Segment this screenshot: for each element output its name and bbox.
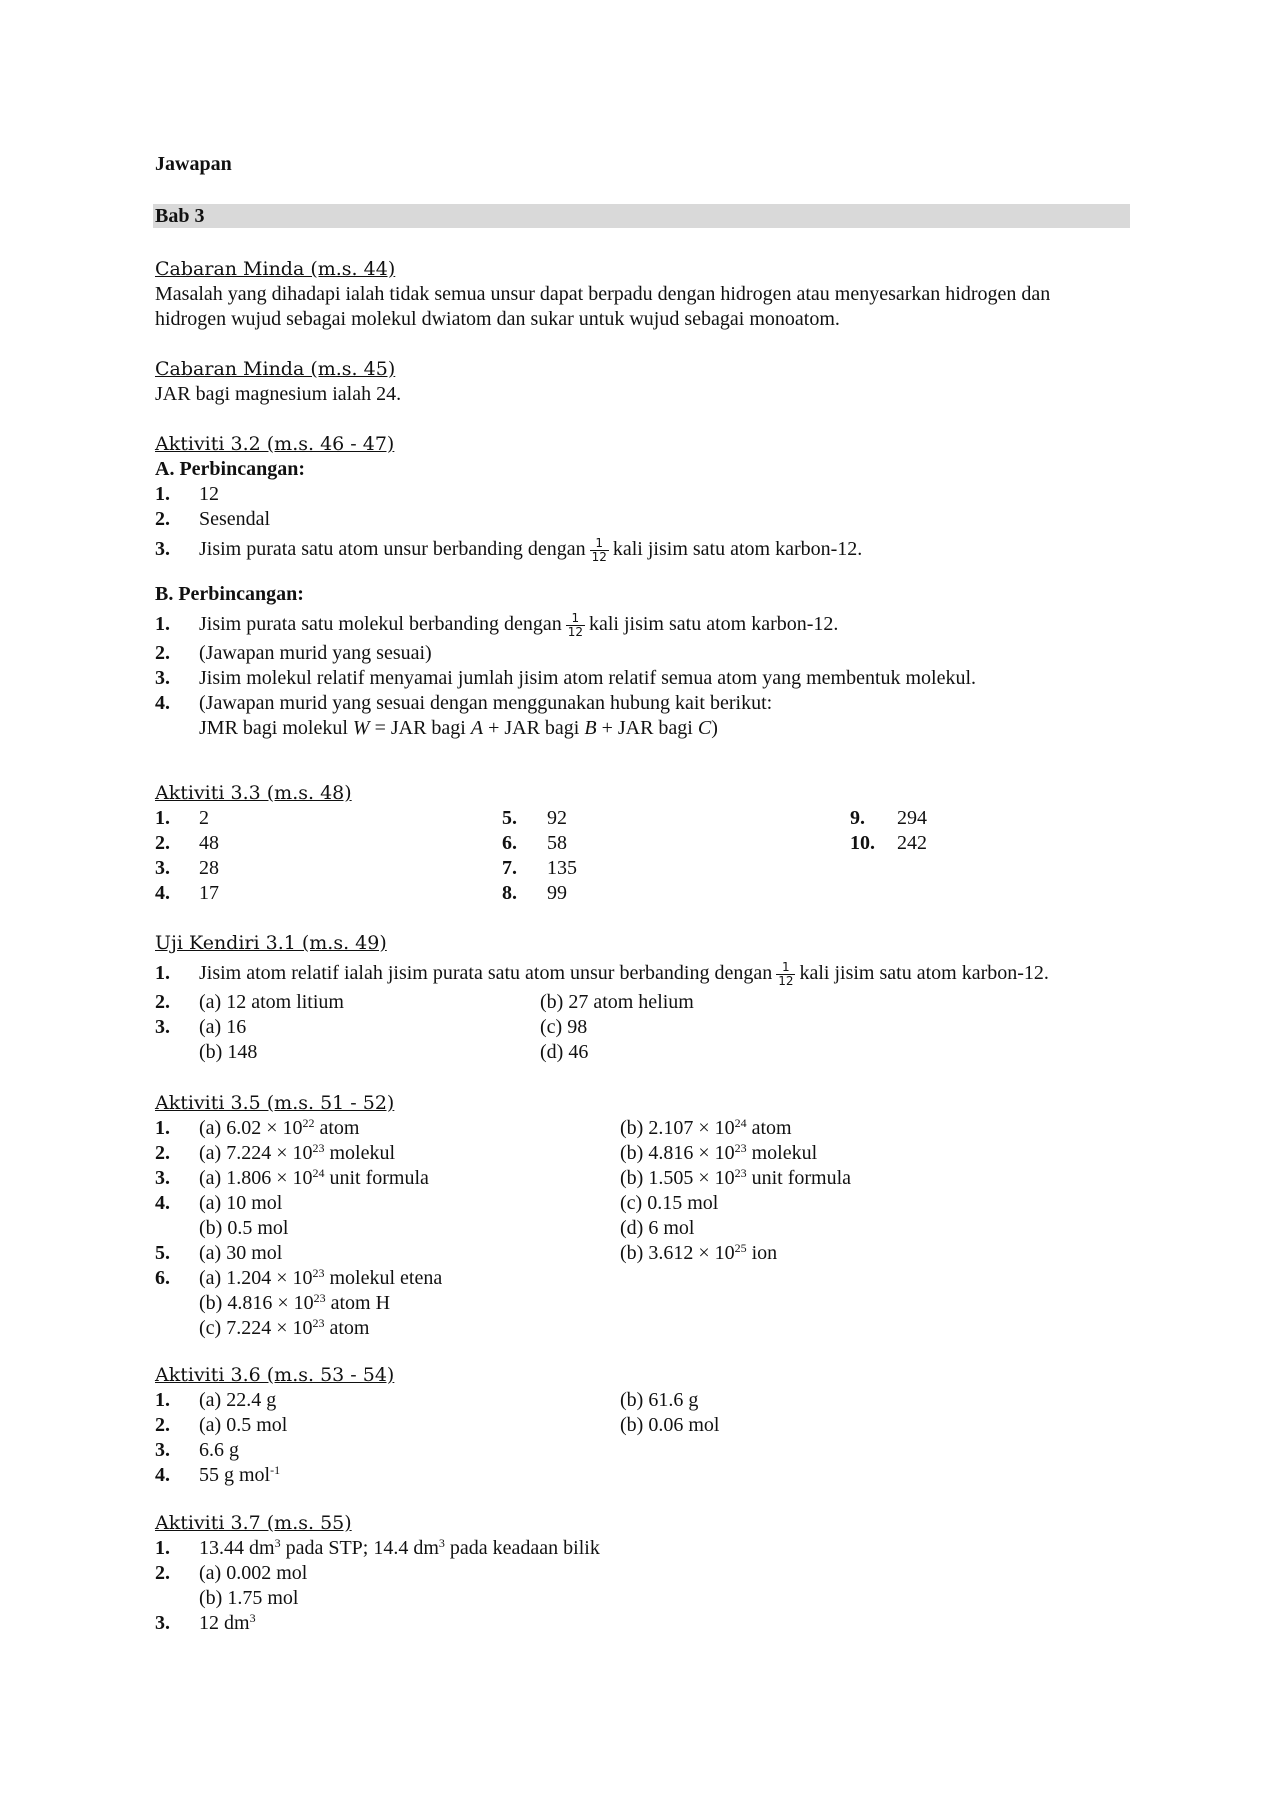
section-title: Aktiviti 3.5 (m.s. 51 - 52): [155, 1092, 395, 1114]
list-item: 3. 12 $dm^3$: [155, 1611, 256, 1634]
item-number: 2.: [155, 642, 170, 664]
list-item: (c) $7.224 \times 10^{23}$ atom: [199, 1316, 370, 1339]
list-item: 3. (a) $1.806 \times 10^{24}$ unit formula (b) $1.505 \times 10^{23}$ unit formula: [155, 1166, 852, 1189]
list-item: [155, 716, 1130, 741]
list-row: 2. 48 6. 58 10. 242: [155, 832, 927, 854]
item-text: Jisim molekul relatif menyamai jumlah jisim atom relatif semua atom yang membentuk molekul.: [199, 667, 977, 689]
fraction: $\frac{1}{12}$: [567, 610, 583, 639]
fraction: $\frac{1}{12}$: [778, 959, 794, 988]
item-number: 3.: [155, 667, 170, 689]
list-item: [155, 507, 1130, 532]
answer-text: JAR bagi magnesium ialah 24.: [155, 383, 402, 405]
subheading: A. Perbincangan:: [155, 458, 305, 480]
list-item: (b) 0.5 mol (d) 6 mol: [199, 1217, 695, 1239]
answer-text: hidrogen wujud sebagai molekul dwiatom dan sukar untuk wujud sebagai monoatom.: [155, 308, 840, 330]
list-item: (b) $4.816 \times 10^{23}$ atom H: [199, 1291, 391, 1314]
fraction: $\frac{1}{12}$: [591, 535, 607, 564]
list-item: 6. (a) $1.204 \times 10^{23}$ molekul etena: [155, 1266, 443, 1289]
item-number: 2.: [155, 508, 170, 530]
section-uji-kendiri-3-1: [155, 930, 1130, 1065]
list-row: 4. 17 8. 99: [155, 882, 567, 904]
item-text: (Jawapan murid yang sesuai): [199, 642, 432, 664]
item-text: Jisim atom relatif ialah jisim purata satu atom unsur berbanding dengan $\frac{1}{12}$ kali jisim satu atom karbon-12.: [199, 959, 1049, 988]
subheading: B. Perbincangan:: [155, 583, 304, 605]
list-item: [155, 666, 1130, 691]
section-aktiviti-3-7: [155, 1510, 1130, 1636]
list-item: 2. (a) 0.002 mol: [155, 1562, 308, 1584]
list-item: 2. (a) 0.5 mol (b) 0.06 mol: [155, 1414, 720, 1436]
section-cabaran-minda-45: [155, 356, 1130, 407]
list-item: 1. 13.44 $dm^3$ pada STP; 14.4 $dm^3$ pada keadaan bilik: [155, 1536, 600, 1559]
list-item: [155, 607, 1130, 641]
page-title: Jawapan: [155, 153, 232, 175]
section-title: Aktiviti 3.3 (m.s. 48): [155, 782, 352, 804]
section-title: Aktiviti 3.2 (m.s. 46 - 47): [155, 433, 395, 455]
item-number: 1.: [155, 613, 170, 635]
list-item: 5. (a) 30 mol (b) $3.612 \times 10^{25}$ ion: [155, 1241, 778, 1264]
item-number: 1.: [155, 483, 170, 505]
item-text: (Jawapan murid yang sesuai dengan menggunakan hubung kait berikut:: [199, 692, 773, 714]
list-item: 1. Jisim atom relatif ialah jisim purata satu atom unsur berbanding dengan $\frac{1}{12}$ kali jisim satu atom karbon-12.: [155, 956, 1130, 990]
list-item: (b) 148 (d) 46: [199, 1041, 589, 1063]
list-item: [155, 482, 1130, 507]
list-item: 1. (a) $6.02 \times 10^{22}$ atom (b) $2.107 \times 10^{24}$ atom: [155, 1116, 792, 1139]
chapter-banner: Bab 3: [153, 204, 1130, 228]
item-number: 3.: [155, 538, 170, 560]
list-row: 3. 28 7. 135: [155, 857, 577, 879]
item-text: 12: [199, 483, 219, 505]
list-item: 3. 6.6 g: [155, 1439, 239, 1461]
section-title: Cabaran Minda (m.s. 45): [155, 358, 396, 380]
list-item: 1. (a) 22.4 g (b) 61.6 g: [155, 1389, 699, 1411]
section-title: Aktiviti 3.6 (m.s. 53 - 54): [155, 1364, 395, 1386]
list-item: 4. 55 g mol$^{-1}$: [155, 1463, 281, 1486]
list-item: (b) 1.75 mol: [199, 1587, 299, 1609]
item-text: Jisim purata satu atom unsur berbanding dengan $\frac{1}{12}$ kali jisim satu atom karbon-12.: [199, 535, 863, 564]
list-item: [155, 691, 1130, 716]
section-cabaran-minda-44: [155, 256, 1130, 332]
list-item: 2. (a) $7.224 \times 10^{23}$ molekul (b) $4.816 \times 10^{23}$ molekul: [155, 1141, 818, 1164]
item-text: Sesendal: [199, 508, 271, 530]
list-item: [155, 641, 1130, 666]
item-number: 4.: [155, 692, 170, 714]
item-text: Jisim purata satu molekul berbanding dengan $\frac{1}{12}$ kali jisim satu atom karbon-12.: [199, 610, 839, 639]
section-title: Cabaran Minda (m.s. 44): [155, 258, 396, 280]
section-title: Uji Kendiri 3.1 (m.s. 49): [155, 932, 387, 954]
list-item: 2. (a) 12 atom litium (b) 27 atom helium: [155, 991, 694, 1013]
list-item: 4. (a) 10 mol (c) 0.15 mol: [155, 1192, 719, 1214]
section-aktiviti-3-2: [155, 431, 1130, 741]
section-aktiviti-3-5: [155, 1090, 1130, 1341]
list-row: 1. 2 5. 92 9. 294: [155, 807, 927, 829]
section-aktiviti-3-3: [155, 780, 1130, 906]
answer-text: Masalah yang dihadapi ialah tidak semua unsur dapat berpadu dengan hidrogen atau menyesarkan hidrogen dan: [155, 283, 1051, 305]
list-item: [155, 532, 1130, 566]
section-title: Aktiviti 3.7 (m.s. 55): [155, 1512, 352, 1534]
section-aktiviti-3-6: [155, 1362, 1130, 1488]
item-text: JMR bagi molekul W = JAR bagi A + JAR bagi B + JAR bagi C): [199, 717, 718, 739]
list-item: 3. (a) 16 (c) 98: [155, 1016, 588, 1038]
